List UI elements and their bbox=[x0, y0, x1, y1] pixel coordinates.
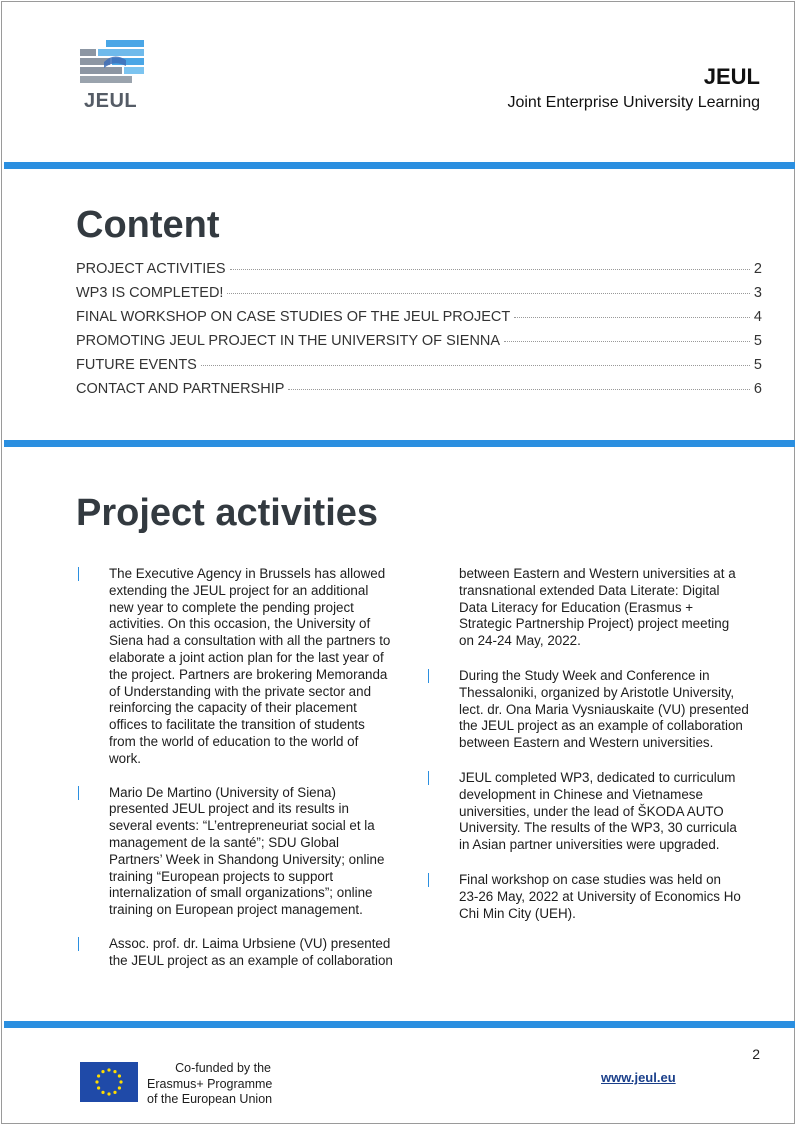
paragraph-text: Mario De Martino (University of Siena) presented JEUL project and its results in several events: “L’entrepreneuriat social et la management de la santé”; SDU Global Partners’ Week in Shandong University; online training “European projects to support internalization of small organizations”; online training on European project management. bbox=[109, 784, 385, 918]
right-column bbox=[426, 566, 766, 922]
toc-entry-page: 5 bbox=[753, 357, 762, 373]
cofund-line: Erasmus+ Programme bbox=[147, 1076, 273, 1091]
toc-entry-label: CONTACT AND PARTNERSHIP bbox=[76, 381, 285, 397]
divider-band-middle bbox=[4, 440, 795, 447]
toc-leader-dots bbox=[201, 365, 750, 366]
toc-entry[interactable] bbox=[76, 309, 762, 333]
paragraph-text: During the Study Week and Conference in Thessaloniki, organized by Aristotle University, lect. dr. Ona Maria Vysniauskaite (VU) presented the JEUL project as an example of collaboration between Eastern and Western universities. bbox=[459, 667, 749, 751]
table-of-contents bbox=[76, 261, 762, 405]
header-title: JEUL bbox=[703, 64, 760, 89]
toc-entry[interactable] bbox=[76, 261, 762, 285]
paragraph-text: between Eastern and Western universities at a transnational extended Data Literate: Digital Data Literacy for Education (Erasmus + Strategic Partnership Project) project meeting on 24-24 May, 2022. bbox=[459, 566, 736, 649]
toc-entry-label: FUTURE EVENTS bbox=[76, 357, 197, 373]
toc-leader-dots bbox=[230, 269, 750, 270]
toc-entry-page: 5 bbox=[753, 333, 762, 349]
section-heading: Project activities bbox=[76, 492, 379, 534]
toc-entry[interactable] bbox=[76, 285, 762, 309]
toc-entry[interactable] bbox=[76, 333, 762, 357]
paragraph bbox=[426, 770, 766, 854]
toc-entry-page: 4 bbox=[753, 309, 762, 325]
toc-entry-page: 6 bbox=[753, 381, 762, 397]
paragraph-marker bbox=[78, 937, 79, 951]
paragraph-marker bbox=[428, 873, 429, 887]
page-number: 2 bbox=[752, 1046, 760, 1062]
jeul-logo-icon bbox=[80, 38, 146, 88]
cofund-line: of the European Union bbox=[147, 1092, 273, 1106]
toc-leader-dots bbox=[227, 293, 749, 294]
left-column bbox=[76, 566, 396, 970]
divider-band-bottom bbox=[4, 1021, 795, 1028]
paragraph-text: Assoc. prof. dr. Laima Urbsiene (VU) presented the JEUL project as an example of collaboration bbox=[109, 935, 393, 968]
toc-leader-dots bbox=[288, 389, 750, 390]
divider-band-top bbox=[4, 162, 795, 169]
paragraph bbox=[426, 872, 766, 922]
website-link[interactable]: www.jeul.eu bbox=[601, 1070, 676, 1085]
paragraph-marker bbox=[78, 567, 79, 581]
cofund-line: Co-funded by the bbox=[175, 1061, 271, 1075]
toc-entry[interactable] bbox=[76, 381, 762, 405]
toc-entry-page: 3 bbox=[753, 285, 762, 301]
paragraph-continuation bbox=[426, 566, 766, 650]
toc-heading: Content bbox=[76, 204, 220, 246]
paragraph-text: Final workshop on case studies was held on 23-26 May, 2022 at University of Economics Ho Chi Min City (UEH). bbox=[459, 871, 741, 921]
toc-entry-label: FINAL WORKSHOP ON CASE STUDIES OF THE JEUL PROJECT bbox=[76, 309, 511, 325]
toc-entry[interactable] bbox=[76, 357, 762, 381]
eu-flag-icon bbox=[80, 1062, 138, 1102]
logo-text: JEUL bbox=[84, 90, 138, 112]
toc-entry-label: WP3 IS COMPLETED! bbox=[76, 285, 224, 301]
paragraph-marker bbox=[428, 771, 429, 785]
toc-entry-label: PROMOTING JEUL PROJECT IN THE UNIVERSITY OF SIENNA bbox=[76, 333, 501, 349]
paragraph bbox=[76, 566, 396, 768]
paragraph-text: The Executive Agency in Brussels has allowed extending the JEUL project for an additional new year to complete the pending project activities. On this occasion, the University of Siena had a consultation with all the partners to elaborate a joint action plan for the last year of the project. Partners are brokering Memoranda of Understanding with the private sector and reinforcing the capacity of their placement offices to facilitate the transition of students from the world of education to the world of work. bbox=[109, 566, 391, 766]
toc-leader-dots bbox=[504, 341, 750, 342]
toc-leader-dots bbox=[514, 317, 750, 318]
header-subtitle: Joint Enterprise University Learning bbox=[507, 94, 760, 111]
paragraph bbox=[76, 785, 396, 919]
paragraph-marker bbox=[428, 669, 429, 683]
paragraph bbox=[426, 668, 766, 752]
toc-entry-page: 2 bbox=[753, 261, 762, 277]
toc-entry-label: PROJECT ACTIVITIES bbox=[76, 261, 226, 277]
paragraph-text: JEUL completed WP3, dedicated to curriculum development in Chinese and Vietnamese universities, under the lead of ŠKODA AUTO University. The results of the WP3, 30 curricula in Asian partner universities were upgraded. bbox=[459, 769, 737, 853]
paragraph-marker bbox=[78, 786, 79, 800]
cofunded-statement bbox=[147, 1061, 271, 1108]
paragraph bbox=[76, 936, 396, 970]
